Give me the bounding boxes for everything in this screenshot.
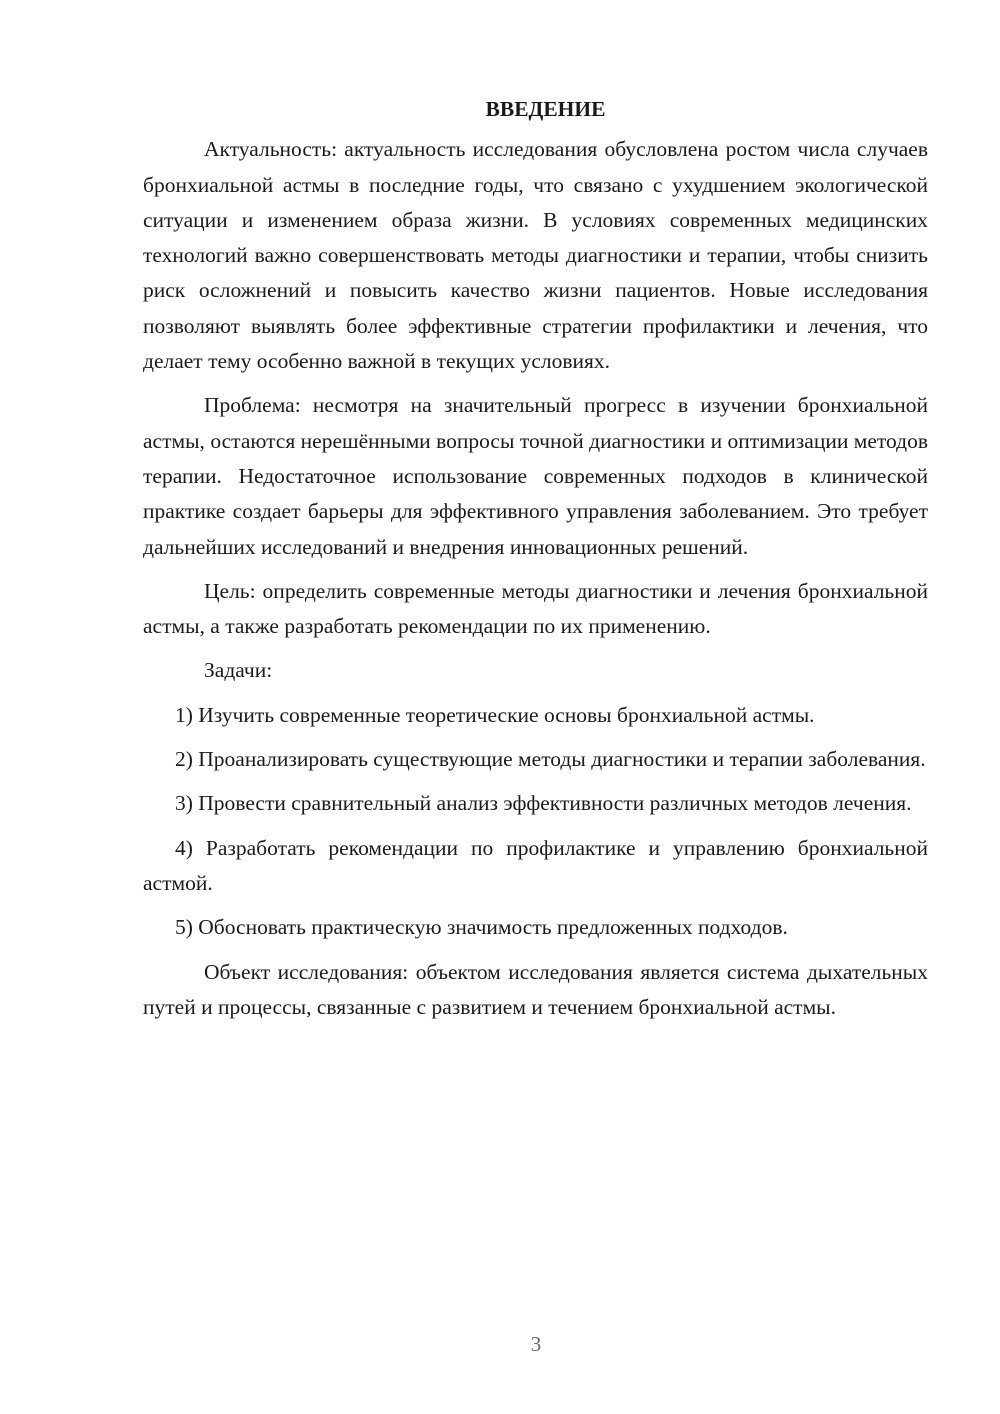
task-item: 1) Изучить современные теоретические основы бронхиальной астмы. [175, 702, 815, 727]
page-title: ВВЕДЕНИЕ [485, 97, 606, 121]
task-item: 2) Проанализировать существующие методы диагностики и терапии заболевания. [175, 747, 926, 772]
paragraph-problem: Проблема: несмотря на значительный прогресс в изучении бронхиальной астмы, остаются нерешёнными вопросы точной диагностики и оптимизации методов терапии. Недостаточное использование современных подходов в клинической практике создает барьеры для эффективного управления заболеванием. Это требует дальнейших исследований и внедрения инновационных решений. [143, 393, 928, 559]
task-item: 5) Обосновать практическую значимость предложенных подходов. [175, 915, 788, 940]
task-item: 4) Разработать рекомендации по профилактике и управлению бронхиальной астмой. [143, 835, 928, 895]
task-item: 3) Провести сравнительный анализ эффективности различных методов лечения. [175, 791, 912, 816]
tasks-heading: Задачи: [204, 658, 273, 683]
page-content [143, 92, 928, 1034]
paragraph-relevance: Актуальность: актуальность исследования обусловлена ростом числа случаев бронхиальной астмы в последние годы, что связано с ухудшением экологической ситуации и изменением образа жизни. В условиях современных медицинских технологий важно совершенствовать методы диагностики и терапии, чтобы снизить риск осложнений и повысить качество жизни пациентов. Новые исследования позволяют выявлять более эффективные стратегии профилактики и лечения, что делает тему особенно важной в текущих условиях. [143, 137, 928, 374]
paragraph-object: Объект исследования: объектом исследования является система дыхательных путей и процессы, связанные с развитием и течением бронхиальной астмы. [143, 959, 928, 1019]
page-number: 3 [530, 1332, 542, 1356]
paragraph-goal: Цель: определить современные методы диагностики и лечения бронхиальной астмы, а также разработать рекомендации по их применению. [143, 578, 928, 639]
